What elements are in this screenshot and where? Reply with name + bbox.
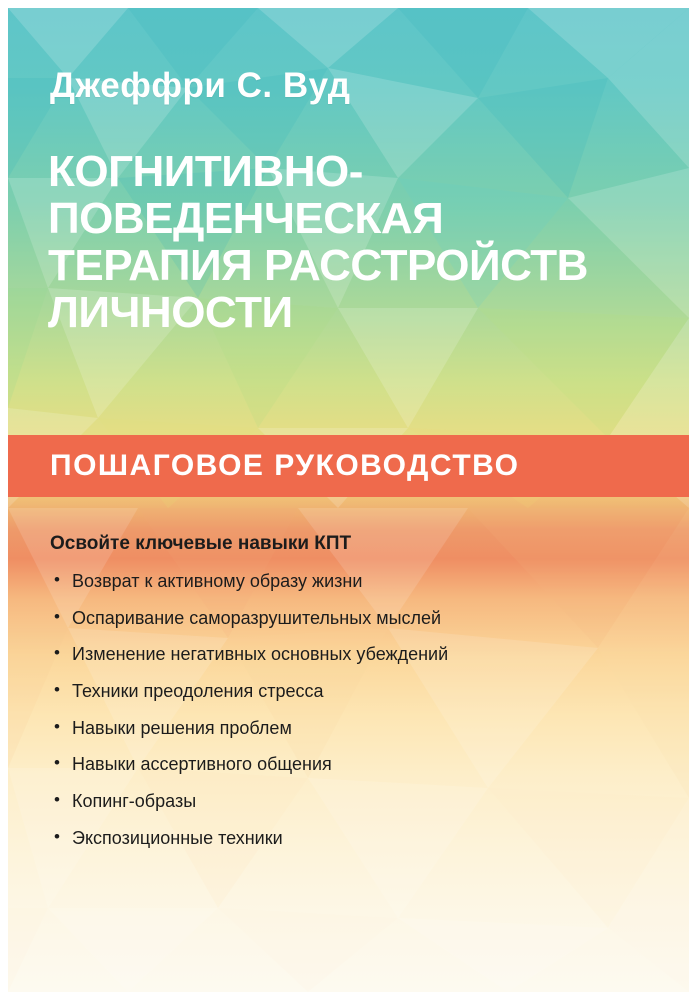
list-item: • Возврат к активному образу жизни: [50, 571, 650, 592]
list-item: • Копинг-образы: [50, 791, 650, 812]
title-line-4: ЛИЧНОСТИ: [48, 288, 293, 338]
title-line-2: ПОВЕДЕНЧЕСКАЯ: [48, 194, 444, 244]
list-item: • Изменение негативных основных убеждений: [50, 644, 650, 665]
list-item: • Оспаривание саморазрушительных мыслей: [50, 608, 650, 629]
title-line-1: КОГНИТИВНО-: [48, 147, 363, 196]
skills-list: [50, 571, 650, 849]
list-item: • Навыки ассертивного общения: [50, 754, 650, 775]
skills-section: [50, 533, 650, 865]
subtitle-band: [8, 435, 689, 497]
book-subtitle: ПОШАГОВОЕ РУКОВОДСТВО: [50, 449, 520, 482]
title-line-3: ТЕРАПИЯ РАССТРОЙСТВ: [48, 241, 588, 291]
author-name: Джеффри С. Вуд: [50, 66, 351, 105]
cover-artwork: [8, 8, 689, 992]
list-item: • Навыки решения проблем: [50, 718, 650, 739]
skills-heading: Освойте ключевые навыки КПТ: [50, 533, 352, 554]
book-title: [48, 148, 668, 336]
list-item: • Техники преодоления стресса: [50, 681, 650, 702]
list-item: • Экспозиционные техники: [50, 828, 650, 849]
